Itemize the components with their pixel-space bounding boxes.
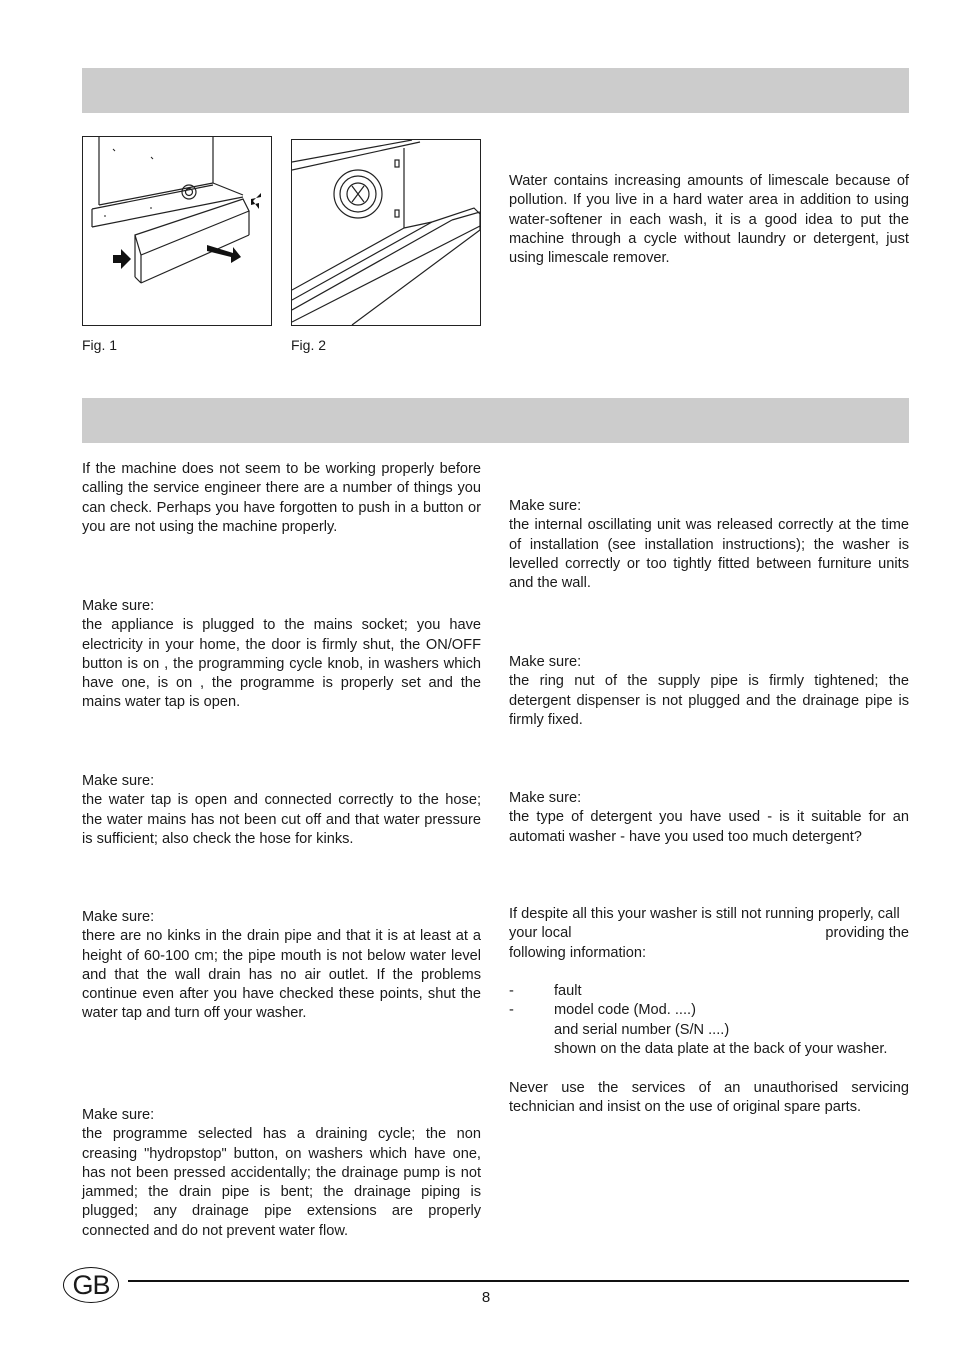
make-sure-label: Make sure:	[509, 498, 582, 514]
make-sure-label: Make sure:	[82, 598, 155, 614]
check-text: the programme selected has a draining cycle; the non creasing "hydropstop" button, on washers which have one, has not been pressed accidentally; the drainage pump is not jammed; the drain pipe is bent; the drainage piping is plugged; any drainage pipe extensions are properly connected and do not prevent water flow.	[82, 1126, 481, 1239]
troubleshooting-intro: If the machine does not seem to be working properly before calling the service engineer there are a number of things you can check. Perhaps you have forgotten to push in a button or you are not using the machine properly.	[82, 461, 481, 535]
check-text: the type of detergent you have used - is it suitable for an automati washer - have you used too much detergent?	[509, 809, 909, 845]
info-list-item	[509, 982, 909, 1001]
check-right-3	[509, 789, 909, 847]
check-text: the internal oscillating unit was released correctly at the time of installation (see installation instructions); the washer is levelled correctly or too tightly fitted between furniture units and the wall.	[509, 517, 909, 592]
list-text: shown on the data plate at the back of your washer.	[554, 1041, 888, 1058]
service-line-2b: providing the	[825, 925, 909, 942]
info-list-item	[509, 1001, 909, 1020]
figure-2-caption: Fig. 2	[291, 337, 327, 353]
service-section	[509, 905, 909, 1117]
language-badge: GB	[63, 1267, 119, 1303]
service-warning: Never use the services of an unauthorised servicing technician and insist on the use of original spare parts.	[509, 1079, 909, 1115]
figure-1-drawing	[82, 136, 272, 326]
check-right-1	[509, 497, 909, 593]
check-text: the appliance is plugged to the mains socket; you have electricity in your home, the door is firmly shut, the ON/OFF button is on , the programming cycle knob, in washers which have one, is on , the programme is properly set and the mains water tap is open.	[82, 617, 481, 711]
info-list-item	[509, 1021, 909, 1040]
check-text: the water tap is open and connected correctly to the hose; the water mains has not been cut off and that water pressure is sufficient; also check the hose for kinks.	[82, 792, 481, 847]
service-line-2a: your local	[509, 925, 572, 942]
limescale-paragraph: Water contains increasing amounts of limescale because of pollution. If you live in a hard water area in addition to using water-softener in each wash, it is a good idea to put the machine through a cycle without laundry or detergent, just using limescale remover.	[509, 173, 909, 267]
section-header-band-top	[82, 68, 909, 113]
make-sure-label: Make sure:	[82, 773, 155, 789]
page-number: 8	[481, 1289, 491, 1306]
figure-2-drawing	[291, 139, 481, 326]
figure-1-illustration	[83, 137, 271, 325]
check-left-4	[82, 1106, 481, 1241]
check-left-3	[82, 908, 481, 1024]
list-text: and serial number (S/N ....)	[554, 1021, 730, 1038]
list-text: model code (Mod. ....)	[554, 1002, 696, 1019]
check-text: the ring nut of the supply pipe is firmly tightened; the detergent dispenser is not plugged and the drainage pipe is firmly fixed.	[509, 673, 909, 728]
footer-rule	[128, 1280, 909, 1282]
make-sure-label: Make sure:	[82, 909, 155, 925]
check-left-2	[82, 772, 481, 849]
list-dash: -	[509, 1002, 514, 1019]
service-line-2	[509, 924, 909, 943]
check-text: there are no kinks in the drain pipe and that it is at least at a height of 60-100 cm; the pipe mouth is not below water level and that the wall drain has no air outlet. If the problems continue even after you have checked these points, shut the water tap and turn off your washer.	[82, 928, 481, 1022]
list-text: fault	[554, 983, 582, 1000]
section-header-band-troubleshooting	[82, 398, 909, 443]
figure-2-illustration	[292, 140, 480, 325]
info-list-item	[509, 1040, 909, 1059]
check-right-2	[509, 653, 909, 730]
check-left-1	[82, 597, 481, 713]
service-line-1: If despite all this your washer is still not running properly, call	[509, 906, 900, 922]
make-sure-label: Make sure:	[509, 654, 582, 670]
figure-1-caption: Fig. 1	[82, 337, 118, 353]
make-sure-label: Make sure:	[82, 1107, 155, 1123]
service-line-3: following information:	[509, 944, 647, 961]
list-dash: -	[509, 983, 514, 1000]
make-sure-label: Make sure:	[509, 790, 582, 806]
